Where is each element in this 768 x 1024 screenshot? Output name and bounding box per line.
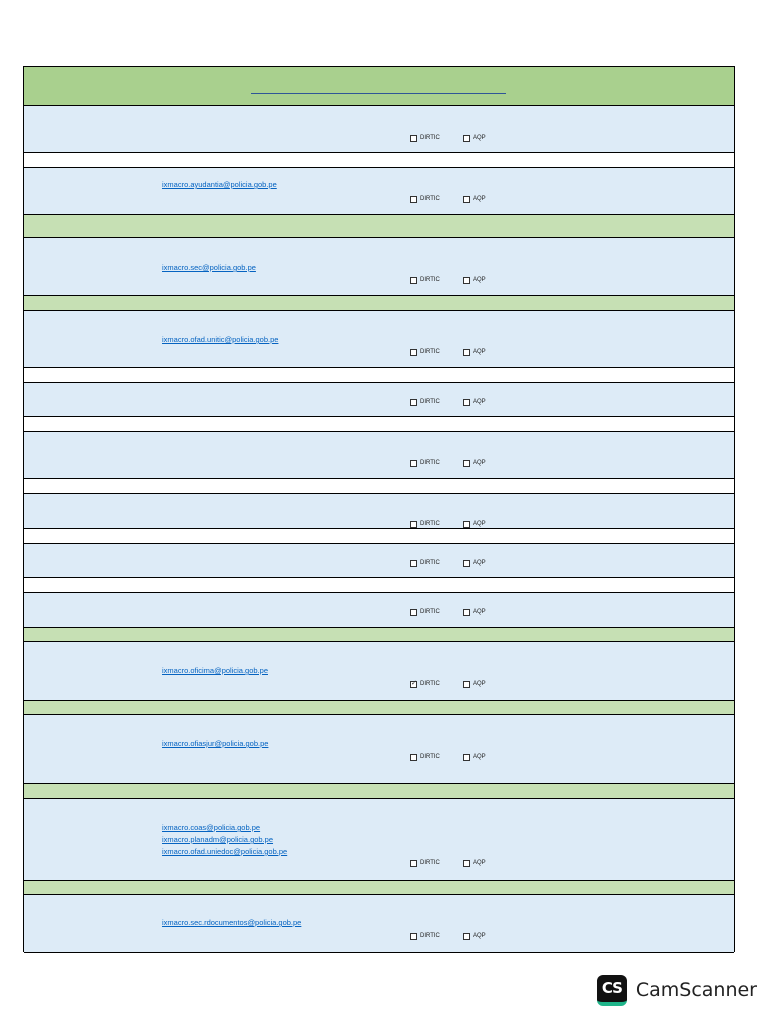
form-sheet — [23, 66, 735, 952]
checkbox-label: AQP — [473, 277, 486, 283]
checkbox-dirtic[interactable] — [410, 134, 440, 142]
checkbox-aqp[interactable] — [463, 559, 486, 567]
checkbox-unchecked[interactable] — [463, 521, 470, 528]
checkbox-unchecked[interactable] — [463, 277, 470, 284]
separator-band — [24, 701, 734, 714]
checkbox-label: AQP — [473, 349, 486, 355]
checkbox-label: DIRTIC — [420, 460, 440, 466]
email-link[interactable]: ixmacro.sec@policia.gob.pe — [162, 263, 256, 272]
checkbox-aqp[interactable] — [463, 753, 486, 761]
checkbox-unchecked[interactable] — [463, 349, 470, 356]
checkbox-label: DIRTIC — [420, 349, 440, 355]
checkbox-unchecked[interactable] — [410, 135, 417, 142]
checkbox-dirtic[interactable] — [410, 932, 440, 940]
checkbox-unchecked[interactable] — [463, 560, 470, 567]
camscanner-logo-icon: CS — [597, 975, 627, 1006]
header-band — [24, 67, 734, 106]
checkbox-label: AQP — [473, 399, 486, 405]
checkbox-aqp[interactable] — [463, 608, 486, 616]
checkbox-label: DIRTIC — [420, 135, 440, 141]
checkbox-label: DIRTIC — [420, 521, 440, 527]
form-row — [24, 237, 734, 296]
email-link[interactable]: ixmacro.ofad.unitic@policia.gob.pe — [162, 335, 279, 344]
checkbox-aqp[interactable] — [463, 459, 486, 467]
checkbox-label: AQP — [473, 560, 486, 566]
title-underline — [251, 93, 506, 94]
checkbox-unchecked[interactable] — [463, 754, 470, 761]
checkbox-unchecked[interactable] — [463, 135, 470, 142]
checkbox-unchecked[interactable] — [410, 460, 417, 467]
separator-band — [24, 417, 734, 431]
checkbox-dirtic[interactable] — [410, 459, 440, 467]
checkbox-label: AQP — [473, 681, 486, 687]
checkbox-label: AQP — [473, 754, 486, 760]
checkbox-aqp[interactable] — [463, 859, 486, 867]
checkbox-unchecked[interactable] — [410, 754, 417, 761]
checkbox-unchecked[interactable] — [410, 399, 417, 406]
separator-band — [24, 784, 734, 798]
email-link[interactable]: ixmacro.planadm@policia.gob.pe — [162, 835, 274, 844]
form-row — [24, 382, 734, 417]
form-row — [24, 105, 734, 153]
checkbox-aqp[interactable] — [463, 276, 486, 284]
checkbox-dirtic[interactable] — [410, 753, 440, 761]
email-link[interactable]: ixmacro.ayudantia@policia.gob.pe — [162, 180, 277, 189]
checkbox-unchecked[interactable] — [463, 196, 470, 203]
checkbox-label: AQP — [473, 135, 486, 141]
checkbox-dirtic[interactable] — [410, 520, 440, 528]
checkbox-unchecked[interactable] — [410, 609, 417, 616]
checkbox-unchecked[interactable] — [463, 860, 470, 867]
checkbox-dirtic[interactable] — [410, 398, 440, 406]
separator-band — [24, 296, 734, 310]
form-row — [24, 310, 734, 368]
form-row — [24, 543, 734, 578]
separator-band — [24, 368, 734, 382]
checkbox-aqp[interactable] — [463, 680, 486, 688]
checkbox-dirtic[interactable] — [410, 195, 440, 203]
form-row — [24, 894, 734, 953]
checkbox-checked[interactable] — [410, 681, 417, 688]
form-row — [24, 493, 734, 529]
checkbox-dirtic[interactable] — [410, 859, 440, 867]
separator-band — [24, 881, 734, 894]
checkbox-unchecked[interactable] — [410, 277, 417, 284]
checkbox-dirtic[interactable] — [410, 276, 440, 284]
checkbox-label: DIRTIC — [420, 609, 440, 615]
camscanner-label: CamScanner — [635, 979, 757, 1001]
form-row — [24, 431, 734, 479]
checkbox-unchecked[interactable] — [463, 399, 470, 406]
checkbox-dirtic[interactable] — [410, 608, 440, 616]
checkbox-aqp[interactable] — [463, 348, 486, 356]
checkbox-unchecked[interactable] — [410, 560, 417, 567]
form-row — [24, 714, 734, 784]
email-link[interactable]: ixmacro.ofiasjur@policia.gob.pe — [162, 739, 269, 748]
checkbox-label: AQP — [473, 609, 486, 615]
checkbox-unchecked[interactable] — [410, 349, 417, 356]
separator-band — [24, 153, 734, 167]
checkbox-aqp[interactable] — [463, 134, 486, 142]
checkbox-aqp[interactable] — [463, 195, 486, 203]
email-link[interactable]: ixmacro.sec.rdocumentos@policia.gob.pe — [162, 918, 302, 927]
form-row — [24, 592, 734, 628]
checkbox-label: DIRTIC — [420, 754, 440, 760]
checkbox-aqp[interactable] — [463, 520, 486, 528]
checkbox-label: AQP — [473, 521, 486, 527]
checkbox-dirtic[interactable] — [410, 348, 440, 356]
checkbox-unchecked[interactable] — [410, 196, 417, 203]
checkbox-label: AQP — [473, 196, 486, 202]
separator-band — [24, 628, 734, 641]
checkbox-unchecked[interactable] — [410, 521, 417, 528]
camscanner-watermark — [597, 973, 757, 1007]
email-link[interactable]: ixmacro.coas@policia.gob.pe — [162, 823, 261, 832]
checkbox-unchecked[interactable] — [410, 933, 417, 940]
checkbox-label: DIRTIC — [420, 860, 440, 866]
separator-band — [24, 479, 734, 493]
separator-band — [24, 578, 734, 592]
checkbox-unchecked[interactable] — [463, 681, 470, 688]
checkbox-aqp[interactable] — [463, 932, 486, 940]
checkbox-dirtic[interactable] — [410, 559, 440, 567]
separator-band — [24, 215, 734, 237]
form-row — [24, 167, 734, 215]
form-row — [24, 641, 734, 701]
form-row — [24, 798, 734, 881]
checkbox-label: DIRTIC — [420, 399, 440, 405]
checkbox-unchecked[interactable] — [410, 860, 417, 867]
checkbox-label: DIRTIC — [420, 681, 440, 687]
checkbox-unchecked[interactable] — [463, 460, 470, 467]
checkbox-label: DIRTIC — [420, 196, 440, 202]
checkbox-label: AQP — [473, 860, 486, 866]
separator-band — [24, 529, 734, 543]
checkbox-label: AQP — [473, 933, 486, 939]
checkbox-label: DIRTIC — [420, 933, 440, 939]
email-link[interactable]: ixmacro.ofad.uniedoc@policia.gob.pe — [162, 847, 288, 856]
checkbox-label: AQP — [473, 460, 486, 466]
checkbox-unchecked[interactable] — [463, 933, 470, 940]
checkbox-unchecked[interactable] — [463, 609, 470, 616]
checkbox-label: DIRTIC — [420, 277, 440, 283]
email-link[interactable]: ixmacro.oficima@policia.gob.pe — [162, 666, 268, 675]
checkbox-aqp[interactable] — [463, 398, 486, 406]
checkbox-label: DIRTIC — [420, 560, 440, 566]
checkbox-dirtic[interactable] — [410, 680, 440, 688]
